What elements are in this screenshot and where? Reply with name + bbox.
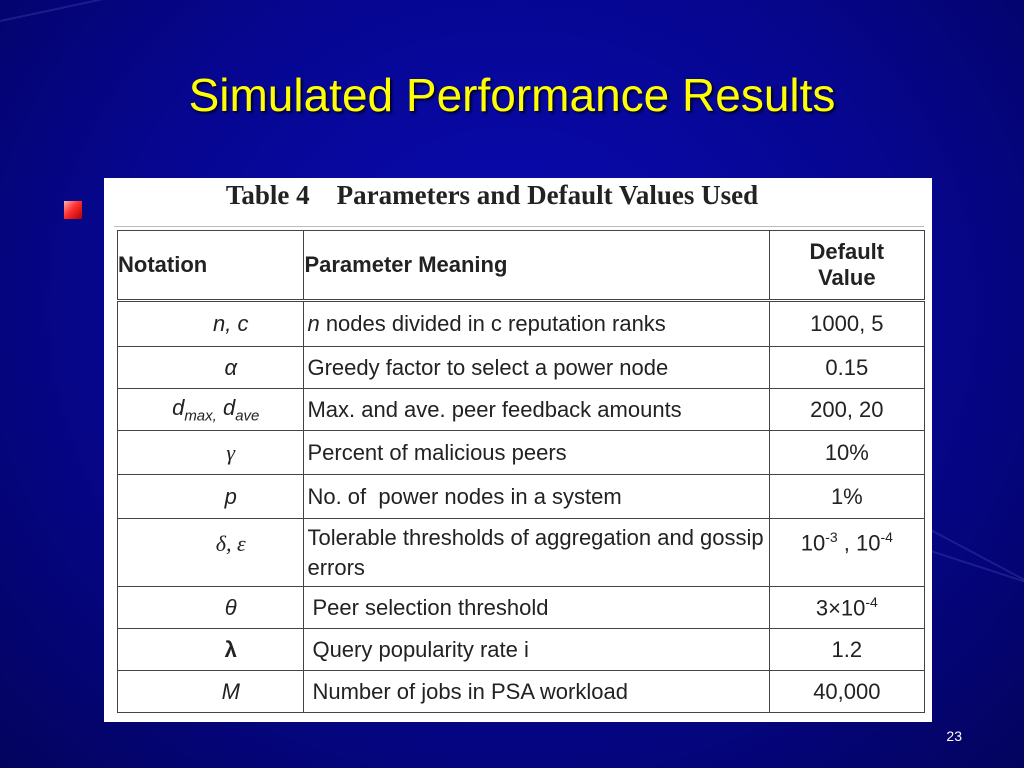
- notation-cell: M: [118, 671, 304, 713]
- notation-d: d: [172, 394, 185, 420]
- value-cell: 200, 20: [769, 389, 924, 431]
- value-cell: 1000, 5: [769, 301, 924, 347]
- meaning-cell: Greedy factor to select a power node: [304, 347, 769, 389]
- value-exponent: -4: [880, 529, 893, 545]
- value-base: 10: [856, 530, 881, 556]
- value-base: 10: [800, 530, 826, 556]
- table-row: [118, 347, 925, 389]
- meaning-cell: Tolerable thresholds of aggregation and gossip errors: [304, 519, 769, 587]
- table-row: [118, 431, 925, 475]
- value-base: 3×10: [815, 595, 866, 621]
- table-caption: Table 4 Parameters and Default Values Used: [225, 180, 759, 210]
- table-row: [118, 587, 925, 629]
- header-default-line2: Value: [818, 265, 876, 290]
- table-row: [118, 519, 925, 587]
- meaning-prefix: n: [307, 311, 320, 336]
- notation-d: d: [222, 394, 236, 420]
- background-streak: [0, 0, 235, 22]
- notation-cell: [118, 389, 304, 431]
- header-notation: Notation: [118, 231, 304, 301]
- value-cell: [769, 587, 924, 629]
- meaning-cell: Number of jobs in PSA workload: [304, 671, 769, 713]
- header-default-line1: Default: [809, 239, 885, 264]
- value-cell: 1%: [769, 475, 924, 519]
- slide-title: Simulated Performance Results: [188, 69, 836, 121]
- parameter-table: [117, 230, 925, 713]
- meaning-cell: Percent of malicious peers: [304, 431, 769, 475]
- table-row: [118, 389, 925, 431]
- notation-sub-ave: ave: [235, 407, 260, 425]
- table-row: [118, 629, 925, 671]
- meaning-cell: No. of power nodes in a system: [304, 475, 769, 519]
- value-separator: ,: [837, 530, 856, 556]
- caption-divider: [114, 226, 924, 227]
- notation-cell: α: [118, 347, 304, 389]
- notation-sub-max: max,: [184, 407, 217, 425]
- value-cell: 40,000: [769, 671, 924, 713]
- page-number: 23: [946, 728, 962, 744]
- header-default-value: [769, 231, 924, 301]
- notation-cell: λ: [118, 629, 304, 671]
- notation-cell: p: [118, 475, 304, 519]
- value-cell: 10%: [769, 431, 924, 475]
- notation-cell: n, c: [118, 301, 304, 347]
- table-row: [118, 671, 925, 713]
- table-row: [118, 475, 925, 519]
- notation-cell: γ: [118, 431, 304, 475]
- meaning-cell: Max. and ave. peer feedback amounts: [304, 389, 769, 431]
- value-exponent: -3: [825, 529, 838, 545]
- value-cell: 0.15: [769, 347, 924, 389]
- header-meaning: Parameter Meaning: [304, 231, 769, 301]
- notation-cell: δ, ε: [118, 519, 304, 587]
- table-header-row: [118, 231, 925, 301]
- meaning-cell: Query popularity rate i: [304, 629, 769, 671]
- meaning-text: nodes divided in c reputation ranks: [319, 311, 666, 336]
- value-exponent: -4: [865, 593, 878, 610]
- value-cell: [769, 519, 924, 587]
- bullet-icon: [64, 201, 82, 219]
- table-row: [118, 301, 925, 347]
- meaning-cell: Peer selection threshold: [304, 587, 769, 629]
- parameter-table-figure: [104, 178, 932, 722]
- meaning-cell: [304, 301, 769, 347]
- notation-cell: θ: [118, 587, 304, 629]
- value-cell: 1.2: [769, 629, 924, 671]
